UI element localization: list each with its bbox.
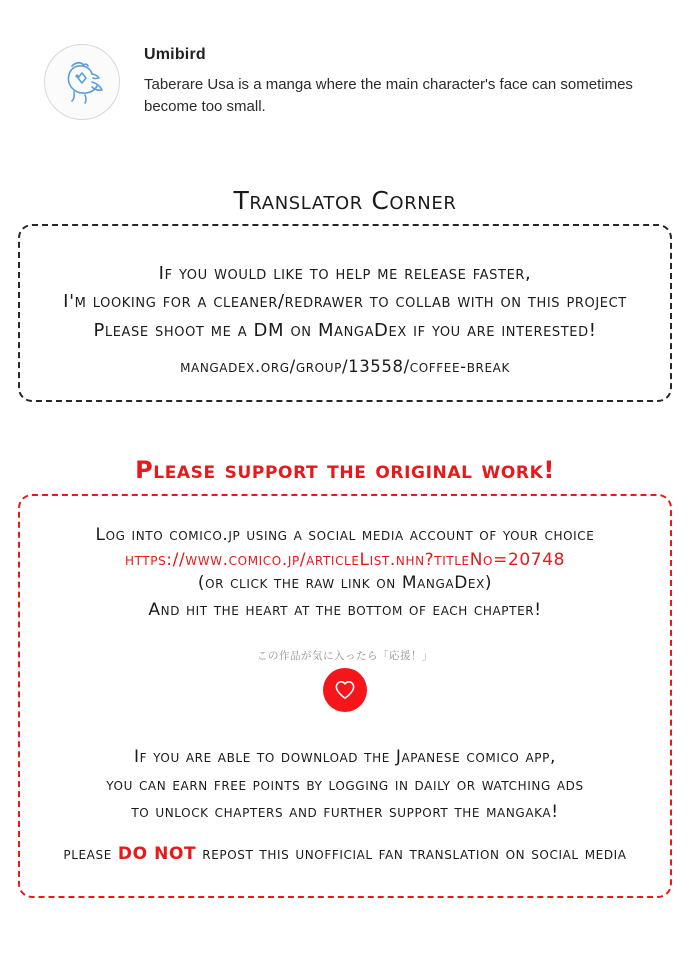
final-line-emphasis: DO NOT <box>117 844 197 864</box>
translator-corner-line-3: Please shoot me a DM on MangaDex if you are interested! <box>93 319 597 341</box>
japanese-caption: この作品が気に入ったら「応援！」 <box>257 650 433 662</box>
support-line-5: you can earn free points by logging in daily or watching ads <box>106 774 584 795</box>
author-description: Taberare Usa is a manga where the main character's face can sometimes become too small. <box>144 76 633 115</box>
support-box <box>18 494 672 898</box>
avatar <box>44 44 120 120</box>
translator-corner-lines <box>20 260 670 345</box>
support-title: Please support the original work! <box>135 456 555 484</box>
translator-corner-line-2: I'm looking for a cleaner/redrawer to collab with on this project <box>63 291 627 313</box>
support-bottom-lines <box>20 744 670 827</box>
support-line-3: And hit the heart at the bottom of each chapter! <box>148 600 542 621</box>
translator-corner-box <box>18 224 672 402</box>
support-top-lines <box>20 522 670 625</box>
author-text <box>144 44 644 118</box>
support-line-1: Log into comico.jp using a social media account of your choice <box>95 525 595 545</box>
translator-corner-url[interactable]: mangadex.org/group/13558/coffee-break <box>180 357 510 376</box>
support-link[interactable]: https://www.comico.jp/articleList.nhn?titleNo=20748 <box>124 549 566 570</box>
final-line-before: please <box>63 844 118 864</box>
heart-button[interactable] <box>323 668 367 712</box>
translator-corner-title: Translator Corner <box>233 186 457 215</box>
bird-avatar-icon <box>52 52 112 112</box>
translator-corner-line-1: If you would like to help me release faster, <box>158 263 532 284</box>
support-line-4: If you are able to download the Japanese comico app, <box>134 747 556 767</box>
support-line-6: to unlock chapters and further support the mangaka! <box>131 802 559 823</box>
heart-icon <box>334 680 356 700</box>
final-line-after: repost this unofficial fan translation on social media <box>196 844 627 864</box>
support-final-line <box>20 844 670 864</box>
support-line-2: (or click the raw link on MangaDex) <box>197 572 493 593</box>
author-name: Umibird <box>144 46 206 63</box>
author-block <box>44 44 644 120</box>
